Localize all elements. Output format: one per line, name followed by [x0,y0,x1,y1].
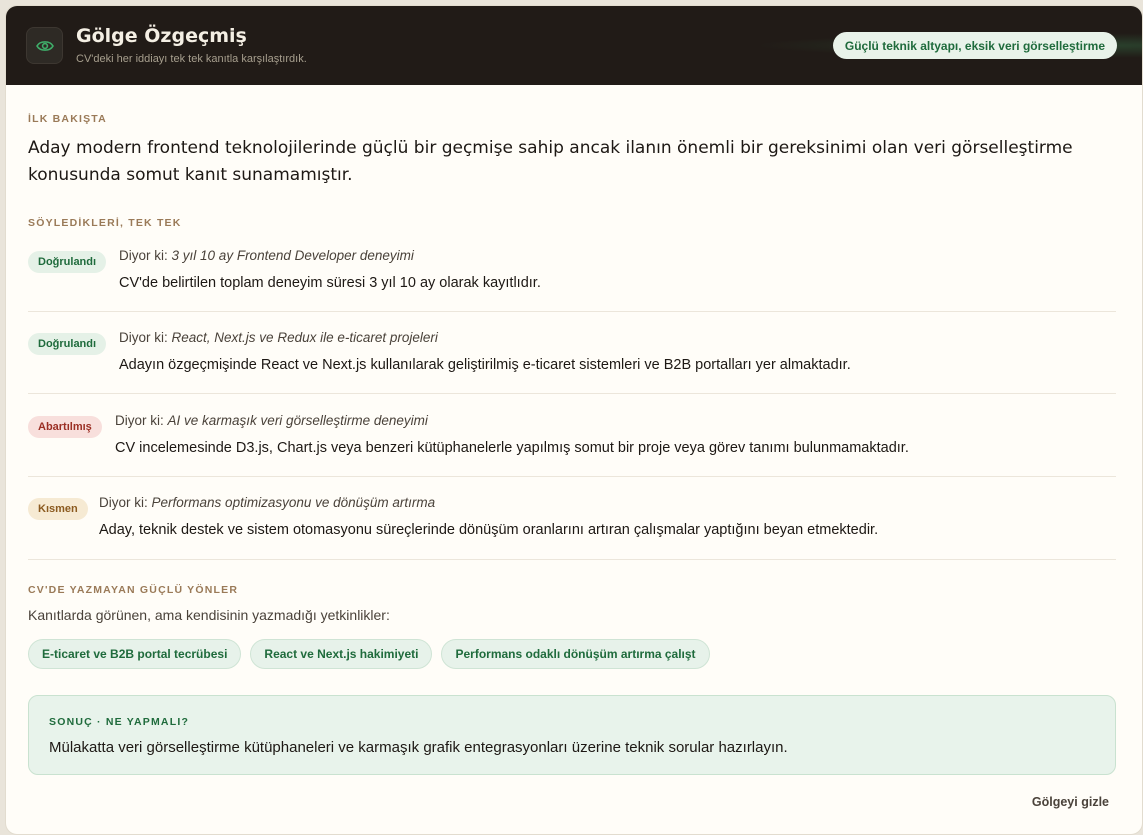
eye-icon [26,27,63,64]
strength-chip: React ve Next.js hakimiyeti [250,639,432,669]
divider [28,311,1116,312]
strength-chip: E-ticaret ve B2B portal tecrübesi [28,639,241,669]
says-prefix: Diyor ki: [119,330,168,345]
claim-quote: 3 yıl 10 ay Frontend Developer deneyimi [171,248,414,263]
claim-quote: AI ve karmaşık veri görselleştirme deneyimi [167,413,428,428]
claim-says [119,248,414,263]
claim-row [28,413,1116,477]
claim-evidence: CV incelemesinde D3.js, Chart.js veya benzeri kütüphanelerle yapılmış somut bir proje veya görev tanımı bulunmamaktadır. [115,440,909,456]
result-label: SONUÇ · NE YAPMALI? [49,716,190,728]
claim-row [28,248,1116,312]
strengths-label: CV'DE YAZMAYAN GÜÇLÜ YÖNLER [28,584,239,596]
result-box [28,695,1116,775]
says-prefix: Diyor ki: [99,495,148,510]
status-badge: Abartılmış [28,416,102,438]
says-prefix: Diyor ki: [119,248,168,263]
claim-says [115,413,428,428]
shadow-cv-card [5,5,1143,835]
page-title: Gölge Özgeçmiş [76,25,247,47]
verdict-badge: Güçlü teknik altyapı, eksik veri görselleştirme [833,32,1117,59]
claim-says [99,495,435,510]
status-badge: Kısmen [28,498,88,520]
status-badge: Doğrulandı [28,333,106,355]
status-badge: Doğrulandı [28,251,106,273]
overview-label: İLK BAKIŞTA [28,113,107,125]
header [6,6,1142,85]
claim-evidence: Aday, teknik destek ve sistem otomasyonu süreçlerinde dönüşüm oranlarını artıran çalışmalar yaptığını beyan etmektedir. [99,522,879,538]
claim-quote: React, Next.js ve Redux ile e-ticaret projeleri [171,330,438,345]
says-prefix: Diyor ki: [115,413,164,428]
strength-chip: Performans odaklı dönüşüm artırma çalışt [441,639,709,669]
result-text: Mülakatta veri görselleştirme kütüphaneleri ve karmaşık grafik entegrasyonları üzerine teknik sorular hazırlayın. [49,739,788,756]
divider [28,476,1116,477]
claim-row [28,330,1116,394]
page-subtitle: CV'deki her iddiayı tek tek kanıtla karşılaştırdık. [76,53,307,65]
hide-shadow-button[interactable]: Gölgeyi gizle [1031,795,1109,809]
claim-says [119,330,438,345]
claim-row [28,495,1116,560]
strengths-intro: Kanıtlarda görünen, ama kendisinin yazmadığı yetkinlikler: [28,607,390,623]
strengths-chips [28,639,710,669]
claim-quote: Performans optimizasyonu ve dönüşüm artırma [151,495,436,510]
divider [28,393,1116,394]
overview-summary: Aday modern frontend teknolojilerinde güçlü bir geçmişe sahip ancak ilanın önemli bir gereksinimi olan veri görselleştirme konusunda somut kanıt sunamamıştır. [28,138,1073,185]
claims-section-label: SÖYLEDİKLERİ, TEK TEK [28,217,182,229]
divider [28,559,1116,560]
claim-evidence: CV'de belirtilen toplam deneyim süresi 3 yıl 10 ay olarak kayıtlıdır. [119,275,541,291]
claim-evidence: Adayın özgeçmişinde React ve Next.js kullanılarak geliştirilmiş e-ticaret sistemleri ve B2B portalları yer almaktadır. [119,357,851,373]
